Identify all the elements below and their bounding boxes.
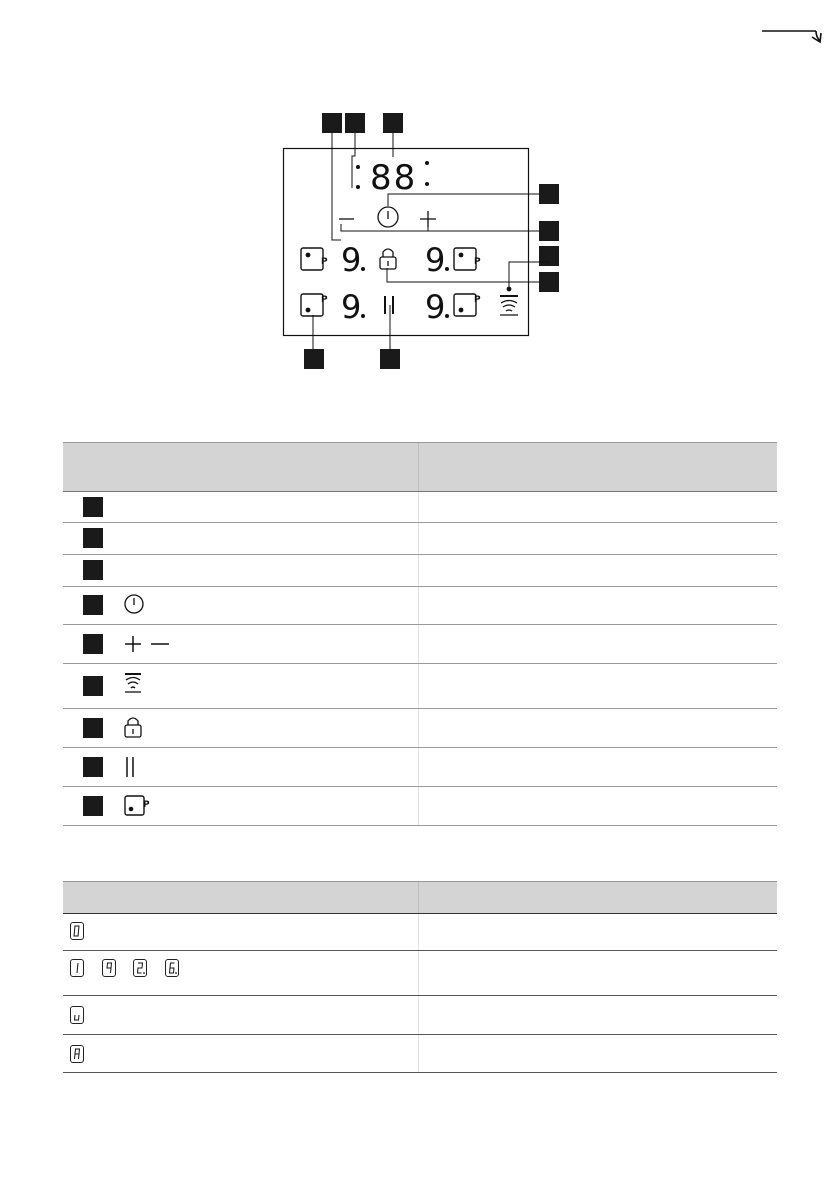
display-symbol — [102, 959, 116, 977]
control-panel-diagram — [0, 0, 839, 400]
table-row — [63, 1035, 777, 1073]
zone-level-3: 9 — [341, 288, 362, 326]
svg-text:P: P — [143, 800, 150, 810]
table-header — [63, 881, 777, 914]
display-symbol — [70, 959, 84, 977]
callout-3-marker — [83, 560, 103, 580]
svg-text:P: P — [474, 295, 481, 305]
table-row — [63, 748, 777, 787]
zone-boost-icon-top-left — [301, 248, 323, 270]
callout-7-marker — [83, 718, 103, 738]
timer-display: 88 — [370, 158, 418, 198]
plus-minus-icon — [123, 634, 175, 654]
display-symbol — [133, 959, 147, 977]
table-row — [63, 587, 777, 625]
display-symbol — [165, 959, 179, 977]
zone-level-2: 9 — [425, 241, 446, 279]
table-row — [63, 523, 777, 555]
callout-5-marker — [83, 634, 103, 654]
table-row — [63, 787, 777, 826]
zone-level-4: 9 — [425, 288, 446, 326]
zone-level-1: 9 — [341, 241, 362, 279]
svg-text:P: P — [321, 257, 328, 267]
display-symbol — [70, 1006, 84, 1024]
callout-6-marker — [83, 676, 103, 696]
lock-icon — [123, 716, 143, 738]
power-boost-icon — [123, 794, 151, 818]
table-row — [63, 914, 777, 951]
svg-text:P: P — [474, 257, 481, 267]
callout-4-marker — [83, 595, 103, 615]
table-row — [63, 996, 777, 1035]
table-row — [63, 664, 777, 709]
callout-9-marker — [83, 796, 103, 816]
table-row — [63, 625, 777, 664]
callout-1-marker — [83, 497, 103, 517]
sensor-fields-table — [63, 442, 777, 826]
display-symbol — [70, 922, 84, 940]
display-symbol — [70, 1045, 84, 1063]
timer-icon — [378, 207, 398, 227]
table-row — [63, 951, 777, 996]
table-row — [63, 709, 777, 748]
pause-icon — [123, 756, 137, 778]
callout-2-marker — [83, 528, 103, 548]
table-row — [63, 492, 777, 523]
callout-8-marker — [83, 757, 103, 777]
table-header — [63, 442, 777, 492]
svg-text:P: P — [321, 295, 328, 305]
table-row — [63, 555, 777, 587]
hob-to-hood-icon — [123, 672, 143, 694]
hob-to-hood-icon-panel — [500, 296, 518, 315]
lock-icon-panel — [380, 249, 396, 269]
pause-icon-panel — [385, 296, 393, 314]
timer-icon — [123, 593, 145, 615]
display-symbols-table — [63, 881, 777, 1073]
